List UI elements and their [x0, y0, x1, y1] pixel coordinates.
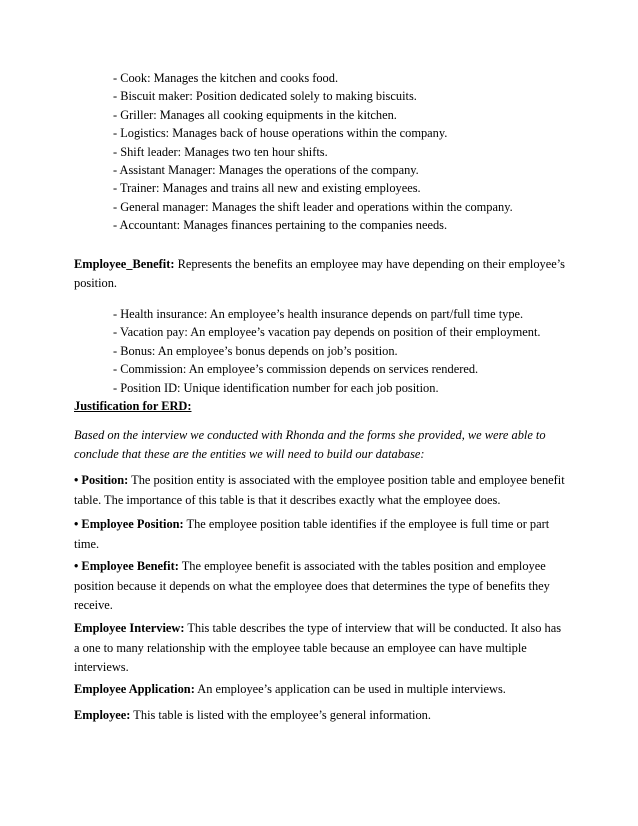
role-item-assistant-manager: - Assistant Manager: Manages the operations of the company.	[113, 162, 419, 177]
paragraph-employee-position	[74, 515, 568, 554]
benefit-item-vacation-pay: - Vacation pay: An employee’s vacation pay depends on position of their employment.	[113, 325, 541, 340]
paragraph-text: This table describes the type of interview that will be conducted. It also has a one to many relationship with the employee table because an employee can have multiple interviews.	[74, 621, 562, 674]
section-heading: Justification for ERD:	[74, 399, 192, 413]
paragraph-term: • Employee Benefit:	[74, 559, 179, 573]
paragraph-term: Employee Application:	[74, 682, 195, 696]
role-item-shift-leader: - Shift leader: Manages two ten hour shifts.	[113, 144, 328, 159]
paragraph-term: • Employee Position:	[74, 517, 184, 531]
benefit-item-bonus: - Bonus: An employee’s bonus depends on job’s position.	[113, 343, 398, 358]
paragraph-employee	[74, 706, 568, 726]
paragraph-employee-benefit	[74, 557, 568, 616]
role-item-cook: - Cook: Manages the kitchen and cooks food.	[113, 71, 339, 85]
benefit-item-health-insurance: - Health insurance: An employee’s health insurance depends on part/full time type.	[113, 307, 524, 321]
paragraph-position	[74, 471, 568, 510]
intro-paragraph: Based on the interview we conducted with Rhonda and the forms she provided, we were able to conclude that these are the entities we will need to build our database:	[74, 428, 546, 461]
role-item-logistics: - Logistics: Manages back of house operations within the company.	[113, 126, 448, 141]
paragraph-text: The position entity is associated with the employee position table and employee benefit table. The importance of this table is that it describes exactly what the employee does.	[74, 473, 565, 507]
role-item-trainer: - Trainer: Manages and trains all new and existing employees.	[113, 181, 421, 196]
paragraph-text: The employee position table identifies if the employee is full time or part time.	[74, 517, 550, 551]
role-item-griller: - Griller: Manages all cooking equipments in the kitchen.	[113, 107, 397, 122]
benefit-list	[113, 305, 583, 397]
benefit-item-position-id: - Position ID: Unique identification number for each job position.	[113, 380, 439, 395]
paragraph-term: • Position:	[74, 473, 129, 487]
employee-benefit-term: Employee_Benefit:	[74, 257, 175, 271]
role-item-biscuit-maker: - Biscuit maker: Position dedicated solely to making biscuits.	[113, 89, 417, 104]
paragraph-employee-interview	[74, 619, 568, 678]
role-item-general-manager: - General manager: Manages the shift leader and operations within the company.	[113, 199, 513, 214]
paragraph-term: Employee:	[74, 708, 131, 722]
paragraph-text: An employee’s application can be used in multiple interviews.	[194, 682, 506, 696]
role-list	[113, 69, 583, 235]
employee-benefit-definition	[74, 255, 574, 293]
paragraph-employee-application	[74, 680, 568, 700]
paragraph-text: The employee benefit is associated with the tables position and employee position because it depends on what the employee does that determines the type of benefits they receive.	[74, 559, 550, 612]
role-item-accountant: - Accountant: Manages finances pertaining to the companies needs.	[113, 218, 448, 233]
benefit-item-commission: - Commission: An employee’s commission depends on services rendered.	[113, 362, 479, 377]
employee-benefit-text: Represents the benefits an employee may have depending on their employee’s position.	[74, 257, 566, 290]
paragraph-text: This table is listed with the employee’s general information.	[130, 708, 431, 722]
paragraph-term: Employee Interview:	[74, 621, 185, 635]
